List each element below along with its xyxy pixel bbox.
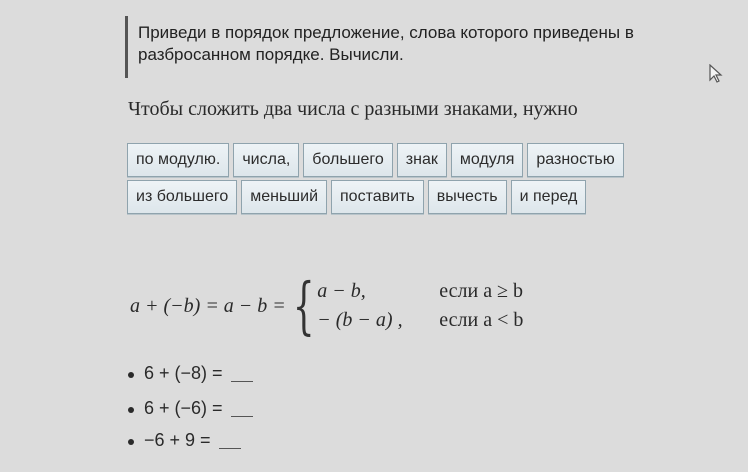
word-card[interactable]: знак (397, 143, 447, 177)
word-card[interactable]: по модулю. (127, 143, 229, 177)
word-card[interactable]: большего (303, 143, 393, 177)
case1-expression: a − b, (317, 280, 366, 302)
exercise-item (128, 398, 253, 419)
word-card[interactable]: меньший (241, 180, 327, 214)
formula-lhs: a + (−b) = a − b = (130, 294, 286, 317)
word-card[interactable]: разностью (527, 143, 623, 177)
word-cards-row-2 (127, 180, 586, 214)
exercise-expression: 6 + (−8) = (144, 363, 223, 383)
word-card[interactable]: и перед (511, 180, 587, 214)
word-card[interactable]: модуля (451, 143, 524, 177)
exercise-item (128, 430, 241, 451)
formula-cases (317, 280, 523, 332)
exercise-item (128, 363, 253, 384)
brace-icon: { (292, 269, 315, 342)
case2-expression: − (b − a) , (317, 309, 403, 331)
word-card[interactable]: из большего (127, 180, 237, 214)
task-instruction (125, 16, 725, 78)
mouse-pointer-icon (708, 64, 724, 84)
addition-rule-formula (130, 269, 524, 342)
word-card[interactable]: числа, (233, 143, 299, 177)
sentence-start: Чтобы сложить два числа с разными знаками, нужно (128, 98, 578, 120)
word-card[interactable]: поставить (331, 180, 424, 214)
word-card[interactable]: вычесть (428, 180, 507, 214)
word-cards-row-1 (127, 143, 624, 177)
bullet-icon (128, 407, 134, 413)
answer-blank[interactable] (219, 431, 241, 449)
task-text: Приведи в порядок предложение, слова которого приведены в разбросанном порядке. Вычисли. (138, 23, 634, 64)
bullet-icon (128, 372, 134, 378)
exercise-expression: 6 + (−6) = (144, 398, 223, 418)
answer-blank[interactable] (231, 364, 253, 382)
exercise-expression: −6 + 9 = (144, 430, 211, 450)
answer-blank[interactable] (231, 399, 253, 417)
bullet-icon (128, 439, 134, 445)
case1-condition: если a ≥ b (439, 280, 524, 302)
case2-condition: если a < b (439, 309, 524, 331)
